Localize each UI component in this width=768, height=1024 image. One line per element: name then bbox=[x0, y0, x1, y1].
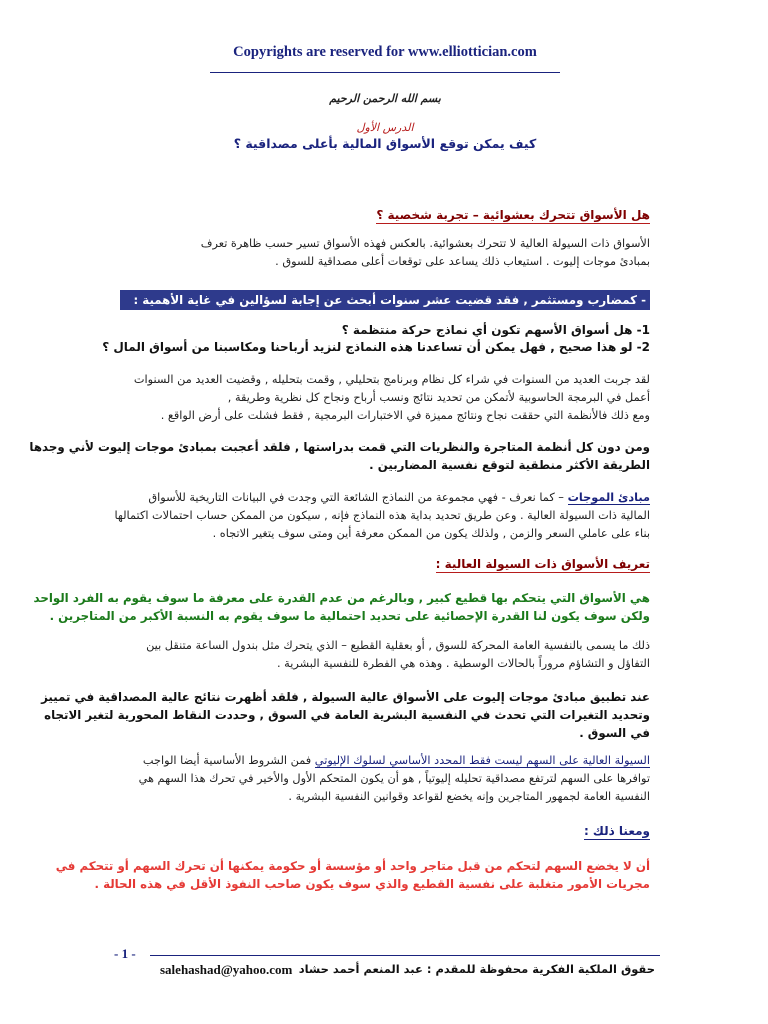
principles-line bbox=[120, 489, 650, 507]
footer-email: salehashad@yahoo.com bbox=[160, 962, 293, 977]
highlight-bar: - كمضارب ومستثمر , فقد قضيت عشر سنوات أبحث عن إجابة لسؤالين في غاية الأهمية : bbox=[120, 290, 650, 310]
paragraph-line: الأسواق ذات السيولة العالية لا تتحرك بعشوائية. بالعكس فهذه الأسواق تسير حسب ظاهرة تعرف bbox=[200, 237, 650, 250]
lesson-label: الدرس الأول bbox=[356, 121, 414, 134]
section-heading-meaning-text: ومعنا ذلك : bbox=[583, 824, 650, 838]
liquidity-underlined: السيولة العالية على السهم ليست فقط المحدد الأساسي لسلوك الإليوتي bbox=[314, 754, 650, 767]
paragraph-line: في السوق . bbox=[579, 726, 650, 740]
paragraph-line: ذلك ما يسمى بالنفسية العامة المحركة للسوق , أو بعقلية القطيع – الذي يتحرك مثل بندول الساعة متنقل بين bbox=[146, 639, 650, 652]
green-line: ولكن سوف يكون لنا القدرة الإحصائية على تحديد احتمالية ما سوف يقوم به النسبة الأكبر من المتاجرين . bbox=[49, 609, 650, 623]
question-2: 2- لو هذا صحيح , فهل يمكن أن تساعدنا هذه النماذج لنزيد أرباحنا ومكاسبنا من أسواق المال ؟ bbox=[102, 340, 650, 354]
basmala: بسم الله الرحمن الرحيم bbox=[329, 92, 441, 105]
paragraph-line: أعمل في البرمجة الحاسوبية لأتمكن من تحديد نتائج ونسب أرباح ونجاح كل نظرية وطريقة , bbox=[227, 391, 650, 404]
paragraph-line: وتحديد التغيرات التي تحدث في النفسية البشرية العامة في السوق , وحددت النقاط المحورية لتغير الاتجاه bbox=[44, 708, 650, 722]
principles-line-rest: – كما نعرف - فهي مجموعة من النماذج الشائعة التي وجدت في البيانات التاريخية للأسواق bbox=[148, 491, 568, 504]
section-heading-randomness bbox=[280, 208, 650, 222]
section-heading-definition-text: تعريف الأسواق ذات السيولة العالية : bbox=[435, 557, 650, 571]
footer-rule bbox=[150, 955, 660, 956]
paragraph-line: لقد جربت العديد من السنوات في شراء كل نظام وبرنامج بتحليلي , وقمت بتحليله , وقضيت العديد من السنوات bbox=[133, 373, 650, 386]
liquidity-line-rest: فمن الشروط الأساسية أيضا الواجب bbox=[142, 754, 315, 767]
paragraph-line: عند تطبيق مبادئ موجات إليوت على الأسواق عالية السيولة , فلقد أظهرت نتائج عالية المصداقية في تمييز bbox=[41, 690, 650, 704]
paragraph-line: ومع ذلك فالأنظمة التي حققت نجاح ونتائج مميزة في الاختبارات البرمجية , فقط فشلت على أرض الواقع . bbox=[160, 409, 650, 422]
section-heading-definition bbox=[330, 557, 650, 571]
paragraph-line: ومن دون كل أنظمة المتاجرة والنظريات التي قمت بدراستها , فلقد أعجبت بمبادئ موجات إليوت لأني وجدها bbox=[29, 440, 650, 454]
section-heading-randomness-text: هل الأسواق تتحرك بعشوائية – تجربة شخصية ؟ bbox=[376, 208, 650, 222]
question-1: 1- هل أسواق الأسهم تكون أي نماذج حركة منتظمة ؟ bbox=[341, 323, 650, 337]
page-number: - 1 - bbox=[114, 946, 136, 961]
principles-label: مبادئ الموجات bbox=[567, 491, 650, 504]
red-line: مجريات الأمور متغلبة على نفسية القطيع والذي سوف يكون صاحب النفوذ الأقل في هذه الحالة . bbox=[94, 877, 650, 891]
liquidity-line bbox=[120, 752, 650, 770]
paragraph-line: النفسية العامة لجمهور المتاجرين وإنه يخضع لقواعد وقوانين النفسية البشرية . bbox=[288, 790, 650, 803]
section-heading-meaning bbox=[470, 824, 650, 838]
paragraph-line: الطريقة الأكثر منطقية لتوقع نفسية المضاربين . bbox=[369, 458, 650, 472]
red-line: أن لا يخضع السهم لتحكم من قبل متاجر واحد أو مؤسسة أو حكومة يمكنها أن تحرك السهم أو تتحكم في bbox=[55, 859, 650, 873]
footer-credit: حقوق الملكية الفكرية محفوظة للمقدم : عبد المنعم أحمد حشاد bbox=[298, 962, 655, 976]
paragraph-line: بناء على عاملي السعر والزمن , ولذلك يكون من الممكن معرفة أين ومتى سوف يتغير الاتجاه . bbox=[212, 527, 650, 540]
paragraph-line: التفاؤل و التشاؤم مروراً بالحالات الوسطية . وهذه هي الفطرة للنفسية البشرية . bbox=[277, 657, 650, 670]
green-line: هي الأسواق التي يتحكم بها قطيع كبير , وبالرغم من عدم القدرة على معرفة ما سوف يقوم به الفرد الواحد bbox=[33, 591, 650, 605]
page-title: كيف يمكن توقع الأسواق المالية بأعلى مصداقية ؟ bbox=[233, 136, 537, 151]
paragraph-line: توافرها على السهم لترتفع مصداقية تحليله إليوتياً , هو أن يكون المتحكم الأول والأخير في تحرك هذا السهم هي bbox=[138, 772, 650, 785]
header-rule bbox=[210, 72, 560, 73]
paragraph-line: بمبادئ موجات إليوت . استيعاب ذلك يساعد على توقعات أعلى مصداقية للسوق . bbox=[275, 255, 650, 268]
copyright-header: Copyrights are reserved for www.elliottician.com bbox=[233, 44, 537, 60]
paragraph-line: المالية ذات السيولة العالية . وعن طريق تحديد بداية هذه النماذج فإنه , سيكون من الممكن حساب احتمالات اكتمالها bbox=[114, 509, 650, 522]
